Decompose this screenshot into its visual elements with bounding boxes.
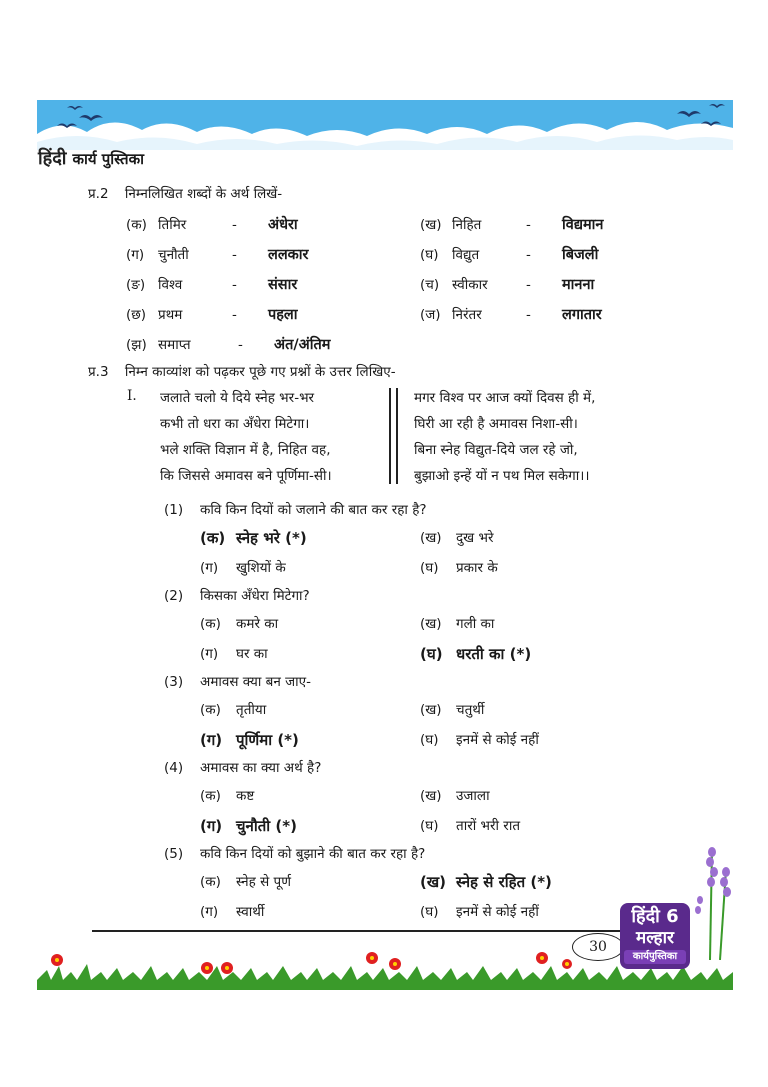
meaning-answer: अंधेरा bbox=[268, 217, 298, 233]
sub-question bbox=[164, 758, 321, 776]
sub-question-number: (4) bbox=[164, 760, 184, 776]
option bbox=[420, 614, 494, 632]
word: तिमिर bbox=[158, 217, 187, 233]
word-meaning-item bbox=[126, 304, 298, 324]
option bbox=[200, 700, 266, 718]
page-number: 30 bbox=[572, 933, 624, 961]
poem-line: बुझाओ इन्हें यों न पथ मिल सकेगा।। bbox=[414, 468, 590, 484]
question-number: प्र.2 bbox=[88, 186, 109, 202]
separator: - bbox=[232, 277, 237, 293]
item-label: (छ) bbox=[126, 307, 146, 323]
option-label: (क) bbox=[200, 788, 221, 804]
option-text: स्नेह भरे (*) bbox=[236, 529, 307, 547]
meaning-answer: संसार bbox=[268, 277, 298, 293]
option-label: (ख) bbox=[420, 702, 442, 718]
correct-option bbox=[420, 644, 531, 664]
meaning-answer: विद्यमान bbox=[562, 217, 604, 233]
option-label: (घ) bbox=[420, 818, 439, 834]
sub-question-text: कवि किन दियों को जलाने की बात कर रहा है? bbox=[200, 502, 427, 518]
item-label: (ज) bbox=[420, 307, 441, 323]
option-text: धरती का (*) bbox=[456, 645, 532, 663]
option-text: गली का bbox=[456, 616, 495, 632]
meaning-answer: बिजली bbox=[562, 247, 599, 263]
poem-line: मगर विश्व पर आज क्यों दिवस ही में, bbox=[414, 390, 596, 406]
option-text: इनमें से कोई नहीं bbox=[456, 904, 539, 920]
footer-rule bbox=[92, 930, 652, 932]
option-label: (ख) bbox=[420, 616, 442, 632]
separator: - bbox=[232, 307, 237, 323]
word-meaning-item bbox=[126, 214, 298, 234]
word: निरंतर bbox=[452, 307, 482, 323]
option-label: (घ) bbox=[420, 560, 439, 576]
word: चुनौती bbox=[158, 247, 189, 263]
correct-option bbox=[420, 872, 552, 892]
separator: - bbox=[526, 277, 531, 293]
poem-line: घिरी आ रही है अमावस निशा-सी। bbox=[414, 416, 578, 432]
option-label: (ख) bbox=[420, 530, 442, 546]
option bbox=[420, 528, 494, 546]
option bbox=[420, 700, 484, 718]
separator: - bbox=[232, 247, 237, 263]
option-text: पूर्णिमा (*) bbox=[236, 731, 299, 749]
sub-question-number: (5) bbox=[164, 846, 184, 862]
question-number: प्र.3 bbox=[88, 364, 109, 380]
poem-line: कि जिससे अमावस बने पूर्णिमा-सी। bbox=[160, 468, 332, 484]
option-text: तृतीया bbox=[236, 702, 267, 718]
option-text: स्नेह से रहित (*) bbox=[456, 873, 552, 891]
correct-option bbox=[200, 816, 297, 836]
sub-question-number: (1) bbox=[164, 502, 184, 518]
option-label: (क) bbox=[200, 702, 221, 718]
option bbox=[200, 614, 278, 632]
item-label: (झ) bbox=[126, 337, 147, 353]
word-meaning-item bbox=[420, 304, 602, 324]
option-label: (ग) bbox=[200, 731, 223, 749]
meaning-answer: लगातार bbox=[562, 307, 602, 323]
word-meaning-item bbox=[420, 274, 594, 294]
meaning-answer: ललकार bbox=[268, 247, 309, 263]
lavender-icon bbox=[690, 840, 735, 960]
separator: - bbox=[526, 247, 531, 263]
item-label: (च) bbox=[420, 277, 440, 293]
option-text: तारों भरी रात bbox=[456, 818, 521, 834]
word-meaning-item bbox=[126, 274, 297, 294]
item-label: (ङ) bbox=[126, 277, 146, 293]
option bbox=[200, 558, 286, 576]
badge-title: हिंदी 6 bbox=[631, 906, 679, 927]
poem-line: बिना स्नेह विद्युत-दिये जल रहे जो, bbox=[414, 442, 578, 458]
word-meaning-item bbox=[420, 244, 598, 264]
hindi-malhar-badge bbox=[620, 903, 690, 969]
option bbox=[420, 786, 490, 804]
option-label: (ख) bbox=[420, 788, 442, 804]
option-text: इनमें से कोई नहीं bbox=[456, 732, 539, 748]
option-label: (क) bbox=[200, 616, 221, 632]
option-text: खुशियों के bbox=[236, 560, 286, 576]
separator: - bbox=[232, 217, 237, 233]
option-label: (क) bbox=[200, 874, 221, 890]
poem-line: जलाते चलो ये दिये स्नेह भर-भर bbox=[160, 390, 315, 406]
sub-question bbox=[164, 844, 425, 862]
option-label: (ग) bbox=[200, 904, 219, 920]
option bbox=[200, 902, 264, 920]
word-meaning-item bbox=[126, 244, 308, 264]
option-text: स्नेह से पूर्ण bbox=[236, 874, 291, 890]
sub-question-number: (2) bbox=[164, 588, 184, 604]
word: प्रथम bbox=[158, 307, 183, 323]
separator: - bbox=[526, 217, 531, 233]
item-label: (घ) bbox=[420, 247, 439, 263]
meaning-answer: मानना bbox=[562, 277, 595, 293]
poem-divider bbox=[389, 388, 391, 484]
option-text: उजाला bbox=[456, 788, 490, 804]
question-3-heading bbox=[88, 362, 396, 380]
poem-line: कभी तो धरा का अँधेरा मिटेगा। bbox=[160, 416, 310, 432]
flower-icon bbox=[51, 952, 572, 974]
sub-question bbox=[164, 672, 311, 690]
option-label: (ग) bbox=[200, 560, 219, 576]
item-label: (ग) bbox=[126, 247, 145, 263]
section-number: I. bbox=[127, 388, 137, 404]
workbook-title: कार्य पुस्तिका bbox=[72, 150, 144, 168]
separator: - bbox=[238, 337, 243, 353]
separator: - bbox=[526, 307, 531, 323]
option-label: (ग) bbox=[200, 817, 223, 835]
poem-line: भले शक्ति विज्ञान में है, निहित वह, bbox=[160, 442, 331, 458]
correct-option bbox=[200, 528, 307, 548]
word: समाप्त bbox=[158, 337, 191, 353]
option-text: स्वार्थी bbox=[236, 904, 265, 920]
option bbox=[420, 558, 498, 576]
option-text: चतुर्थी bbox=[456, 702, 485, 718]
question-prompt: निम्नलिखित शब्दों के अर्थ लिखें- bbox=[124, 186, 283, 202]
option-text: प्रकार के bbox=[456, 560, 498, 576]
sub-question-text: अमावस का क्या अर्थ है? bbox=[200, 760, 322, 776]
sub-question bbox=[164, 500, 427, 518]
option-text: घर का bbox=[236, 646, 268, 662]
word: स्वीकार bbox=[452, 277, 488, 293]
item-label: (ख) bbox=[420, 217, 442, 233]
question-2-heading bbox=[88, 184, 282, 202]
option bbox=[420, 816, 520, 834]
word: विद्युत bbox=[452, 247, 480, 263]
question-prompt: निम्न काव्यांश को पढ़कर पूछे गए प्रश्नों के उत्तर लिखिए- bbox=[124, 364, 396, 380]
option-text: दुख भरे bbox=[456, 530, 494, 546]
option-text: चुनौती (*) bbox=[236, 817, 297, 835]
option-text: कष्ट bbox=[236, 788, 255, 804]
item-label: (क) bbox=[126, 217, 147, 233]
option bbox=[420, 730, 539, 748]
sub-question-text: कवि किन दियों को बुझाने की बात कर रहा है? bbox=[200, 846, 426, 862]
badge-caption: कार्यपुस्तिका bbox=[624, 950, 686, 964]
badge-subtitle: मल्हार bbox=[636, 928, 674, 948]
word-meaning-item bbox=[126, 334, 330, 354]
option-label: (ख) bbox=[420, 873, 446, 891]
sub-question-text: किसका अँधेरा मिटेगा? bbox=[200, 588, 310, 604]
option-text: कमरे का bbox=[236, 616, 279, 632]
word: विश्व bbox=[158, 277, 183, 293]
meaning-answer: अंत/अंतिम bbox=[274, 337, 331, 353]
option bbox=[200, 872, 291, 890]
workbook-header bbox=[38, 146, 144, 170]
sub-question bbox=[164, 586, 310, 604]
sky-banner bbox=[37, 100, 733, 150]
option-label: (क) bbox=[200, 529, 226, 547]
option-label: (घ) bbox=[420, 645, 443, 663]
word-meaning-item bbox=[420, 214, 603, 234]
poem-divider bbox=[396, 388, 398, 484]
word: निहित bbox=[452, 217, 482, 233]
meaning-answer: पहला bbox=[268, 307, 298, 323]
option-label: (ग) bbox=[200, 646, 219, 662]
sub-question-text: अमावस क्या बन जाए- bbox=[200, 674, 311, 690]
hindi-logo: हिंदी bbox=[38, 148, 67, 169]
option bbox=[420, 902, 539, 920]
correct-option bbox=[200, 730, 299, 750]
option bbox=[200, 786, 254, 804]
option bbox=[200, 644, 268, 662]
option-label: (घ) bbox=[420, 904, 439, 920]
option-label: (घ) bbox=[420, 732, 439, 748]
sub-question-number: (3) bbox=[164, 674, 184, 690]
